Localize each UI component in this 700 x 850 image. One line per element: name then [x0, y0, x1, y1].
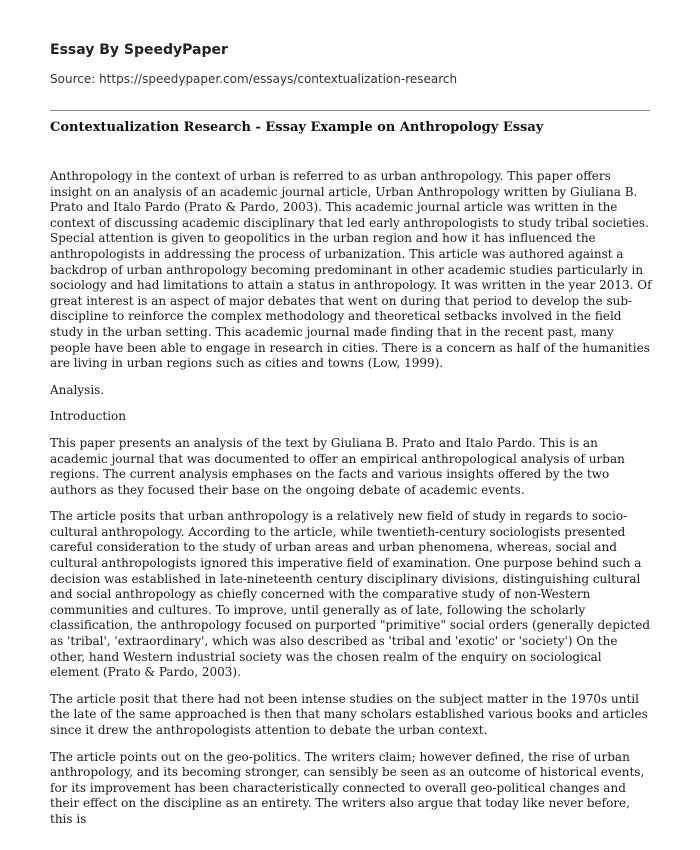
essay-title: Contextualization Research - Essay Example on Anthropology Essay: [50, 120, 544, 135]
site-title: Essay By SpeedyPaper: [50, 42, 228, 58]
paragraph-1970s: The article posit that there had not been intense studies on the subject matter in the 1970s until the late of the same approached is then that many scholars established various books and articles since it drew the anthropologists attention to debate the urban context.: [50, 691, 648, 737]
paragraph-urban-anthropology: The article posits that urban anthropology is a relatively new field of study in regards to socio-cultural anthropology. According to the article, while twentieth-century sociologists presented careful consideration to the study of urban areas and urban phenomena, whereas, social and cultural anthropologists ignored this imperative field of examination. One purpose behind such a decision was established in late-nineteenth century disciplinary divisions, distinguishing cultural and social anthropology as chiefly concerned with the comparative study of non-Western communities and cultures. To improve, until generally as of late, following the scholarly classification, the anthropology focused on purported "primitive" social orders (generally depicted as 'tribal', 'extraordinary', which was also described as 'tribal and 'exotic' or 'society') On the other, hand Western industrial society was the chosen realm of the enquiry on sociological element (Prato & Pardo, 2003).: [50, 509, 651, 680]
heading-introduction: Introduction: [50, 409, 126, 424]
source-line: Source: https://speedypaper.com/essays/contextualization-research: [50, 72, 458, 86]
paragraph-geopolitics: The article points out on the geo-politics. The writers claim; however defined, the rise of urban anthropology, and its becoming stronger, can sensibly be seen as an outcome of historical events, for its improvement has been characteristically connected to overall geo-political changes and their effect on the discipline as an entirety. The writers also argue that today like never before, this is: [50, 749, 645, 826]
heading-analysis: Analysis.: [50, 382, 105, 397]
paragraph-analysis-overview: This paper presents an analysis of the text by Giuliana B. Prato and Italo Pardo. This is an academic journal that was documented to offer an empirical anthropological analysis of urban regions. The current analysis emphases on the facts and various insights offered by the two authors as they focused their base on the ongoing debate of academic events.: [50, 435, 625, 497]
header-divider: [50, 110, 650, 111]
essay-body: [50, 169, 652, 839]
paragraph-intro: Anthropology in the context of urban is referred to as urban anthropology. This paper offers insight on an analysis of an academic journal article, Urban Anthropology written by Giuliana B. Prato and Italo Pardo (Prato & Pardo, 2003). This academic journal article was written in the context of discussing academic disciplinary that led early anthropologists to study tribal societies. Special attention is given to geopolitics in the urban region and how it has influenced the anthropologists in addressing the process of urbanization. This article was authored against a backdrop of urban anthropology becoming predominant in other academic studies particularly in sociology and had limitations to attain a status in anthropology. It was written in the year 2013. Of great interest is an aspect of major debates that went on during that period to develop the sub-discipline to reinforce the complex methodology and theoretical setbacks involved in the field study in the urban setting. This academic journal made finding that in the recent past, many people have been able to engage in research in cities. There is a concern as half of the humanities are living in urban regions such as cities and towns (Low, 1999).: [50, 169, 652, 371]
